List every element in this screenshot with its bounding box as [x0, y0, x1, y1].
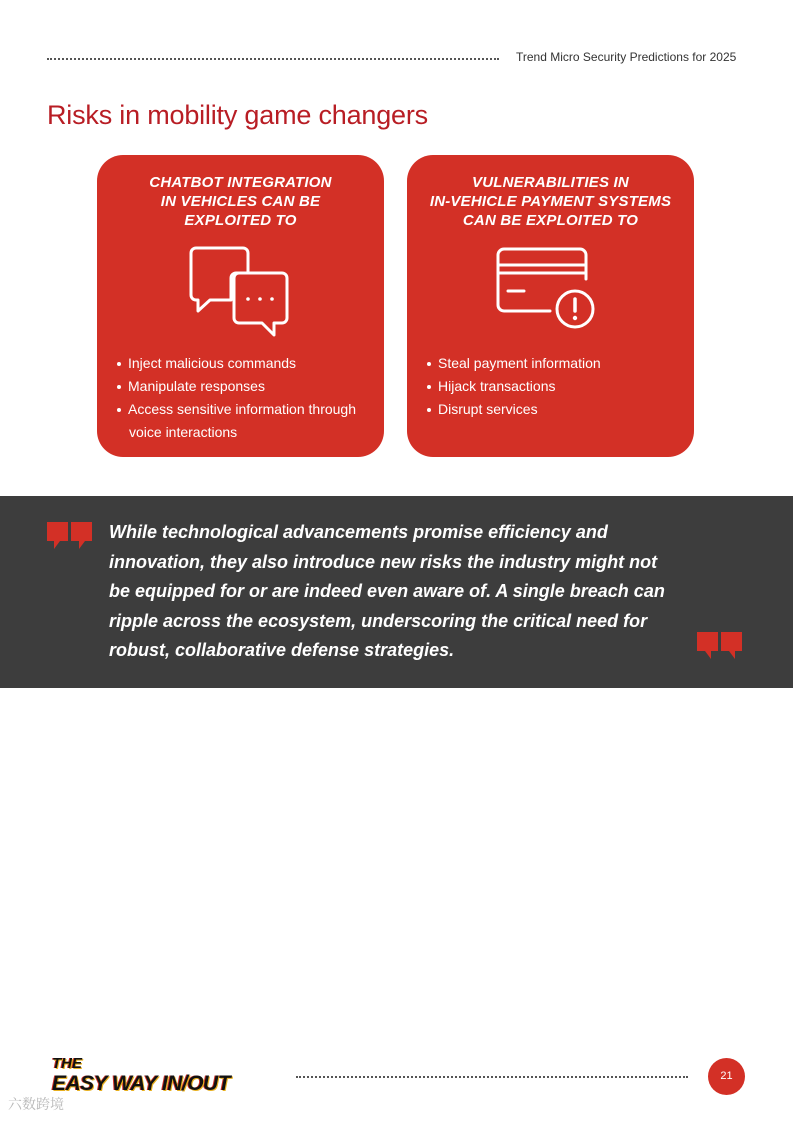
card-heading [415, 173, 686, 230]
list-item: Hijack transactions [425, 375, 684, 398]
list-item: Inject malicious commands [115, 352, 374, 375]
card-bullet-list [425, 352, 684, 421]
quote-line: innovation, they also introduce new risks the industry might not [109, 551, 658, 572]
watermark: 六数跨境 [8, 1096, 64, 1112]
header-divider [47, 58, 499, 60]
card-heading-line: IN VEHICLES CAN BE [160, 193, 321, 210]
pull-quote-text [109, 518, 679, 666]
running-header-title: Trend Micro Security Predictions for 2025 [516, 50, 737, 64]
section-heading: Risks in mobility game changers [47, 100, 428, 130]
close-quote-icon [697, 632, 743, 660]
risk-card-chatbot [97, 155, 384, 457]
quote-line: be equipped for or are indeed even aware of. A single breach can [109, 581, 665, 601]
page-number-badge: 21 [708, 1058, 745, 1095]
risk-card-payment [407, 155, 694, 457]
list-item [115, 398, 374, 444]
card-heading-line: IN-VEHICLE PAYMENT SYSTEMS [429, 193, 672, 210]
quote-line: While technological advancements promise efficiency and [109, 522, 608, 542]
open-quote-icon [47, 522, 93, 550]
card-bullet-list [115, 352, 374, 444]
easy-way-logo [52, 1056, 230, 1096]
footer-divider [296, 1076, 688, 1078]
card-heading [105, 173, 376, 230]
quote-line: robust, collaborative defense strategies. [109, 640, 455, 660]
list-item-text-continued: voice interactions [129, 424, 238, 440]
pull-quote-band [0, 496, 793, 688]
card-heading-line: EXPLOITED TO [184, 212, 297, 229]
list-item-text: Access sensitive information through [128, 401, 356, 417]
card-heading-line: CAN BE EXPLOITED TO [462, 212, 639, 229]
logo-line: THE [52, 1055, 82, 1072]
list-item: Steal payment information [425, 352, 684, 375]
quote-line: ripple across the ecosystem, underscoring the critical need for [109, 610, 648, 631]
payment-card-alert-icon [494, 245, 604, 340]
card-heading-line: VULNERABILITIES IN [472, 174, 629, 191]
chat-bubbles-icon [184, 245, 294, 340]
card-heading-line: CHATBOT INTEGRATION [149, 174, 332, 191]
list-item: Manipulate responses [115, 375, 374, 398]
logo-line: EASY WAY IN/OUT [52, 1072, 231, 1095]
list-item: Disrupt services [425, 398, 684, 421]
